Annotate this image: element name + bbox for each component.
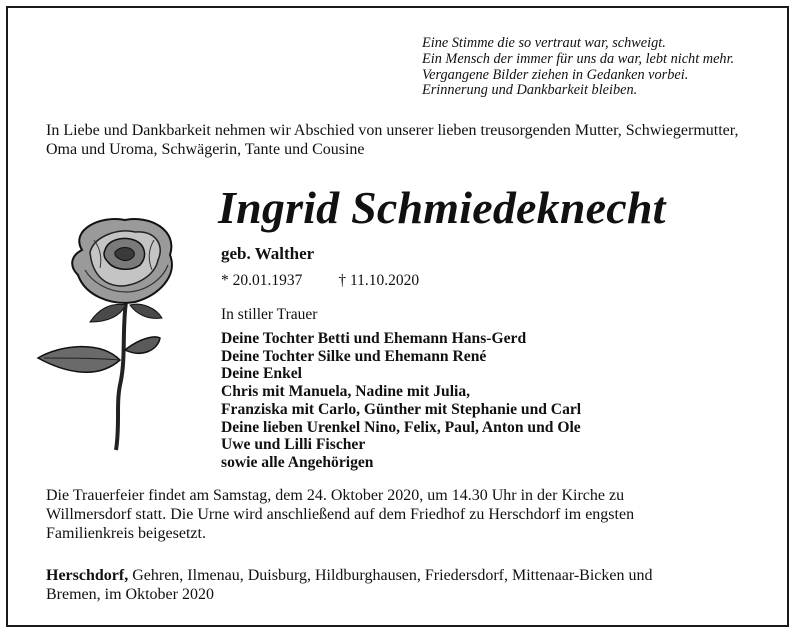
ceremony-text: Die Trauerfeier findet am Samstag, dem 24. Oktober 2020, um 14.30 Uhr in der Kirche zu Willmersdorf statt. Die Urne wird anschließend auf dem Friedhof zu Herschdorf im engsten Familienkreis beigesetzt. [46,487,635,542]
family-line: Uwe und Lilli Fischer [221,436,366,454]
mourning-label: In stiller Trauer [221,306,318,323]
rose-icon [30,210,200,460]
poem [422,36,734,99]
deceased-name: Ingrid Schmiedeknecht [218,182,666,233]
intro-text: In Liebe und Dankbarkeit nehmen wir Abschied von unserer lieben treusorgenden Mutter, Schwiegermutter, Oma und Uroma, Schwägerin, Tante und Cousine [46,122,739,158]
place-and-date [46,566,706,604]
poem-line: Vergangene Bilder ziehen in Gedanken vorbei. [422,66,689,83]
poem-line: Ein Mensch der immer für uns da war, lebt nicht mehr. [422,50,735,67]
place-rest: Gehren, Ilmenau, Duisburg, Hildburghausen, Friedersdorf, Mittenaar-Bicken und Bremen, im Oktober 2020 [46,567,653,603]
family-line: Franziska mit Carlo, Günther mit Stephanie und Carl [221,400,582,418]
poem-line: Erinnerung und Dankbarkeit bleiben. [422,82,638,99]
family-line: Deine Tochter Betti und Ehemann Hans-Gerd [221,330,527,347]
place-town: Herschdorf, [46,567,129,584]
family-line: Chris mit Manuela, Nadine mit Julia, [221,383,471,401]
life-dates [221,272,419,290]
family-line: Deine Enkel [221,365,303,383]
poem-line: Eine Stimme die so vertraut war, schweigt. [422,35,666,51]
family-list [221,330,581,472]
maiden-name: geb. Walther [221,244,315,263]
family-line: Deine lieben Urenkel Nino, Felix, Paul, Anton und Ole [221,418,581,436]
family-line: Deine Tochter Silke und Ehemann René [221,347,487,365]
birth-date: * 20.01.1937 [221,272,303,289]
family-line: sowie alle Angehörigen [221,453,374,471]
death-date: † 11.10.2020 [338,272,420,289]
